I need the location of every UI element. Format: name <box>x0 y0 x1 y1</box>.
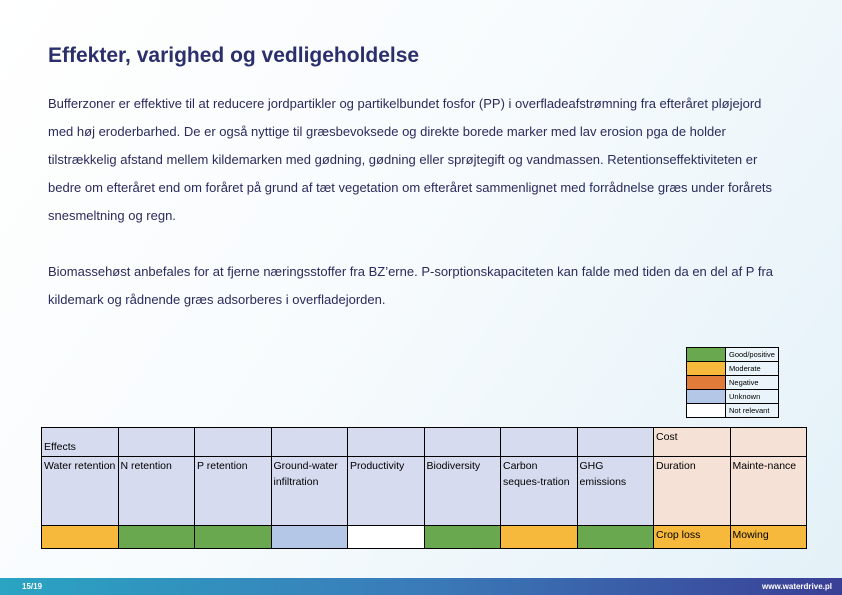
biomass-paragraph: Biomassehøst anbefales for at fjerne næringsstoffer fra BZ’erne. P-sorptionskapaciteten kan falde med tiden da en del af P fra kildemark og rådnende græs adsorberes i overfladejorden. <box>48 264 774 307</box>
legend-swatch <box>687 376 726 390</box>
rating-cell <box>424 526 501 549</box>
table-header-row <box>42 428 807 457</box>
legend-label: Unknown <box>726 390 779 404</box>
effects-header: Effects <box>42 428 119 457</box>
column-header: Mainte-nance <box>730 457 807 526</box>
cost-header: Cost <box>654 428 731 457</box>
table-cell <box>118 428 195 457</box>
column-header: Water retention <box>42 457 119 526</box>
effects-table <box>41 427 807 549</box>
legend-swatch <box>687 390 726 404</box>
rating-cell <box>271 526 348 549</box>
page-title: Effekter, varighed og vedligeholdelse <box>48 44 420 67</box>
rating-cell <box>42 526 119 549</box>
website-link[interactable]: www.waterdrive.pl <box>762 582 832 591</box>
column-header: Productivity <box>348 457 425 526</box>
maintenance-cell: Mowing <box>730 526 807 549</box>
rating-cell <box>118 526 195 549</box>
table-cell <box>348 428 425 457</box>
legend-label: Not relevant <box>726 404 779 418</box>
table-cell <box>271 428 348 457</box>
table-columns-row <box>42 457 807 526</box>
legend-swatch <box>687 362 726 376</box>
table-cell <box>501 428 578 457</box>
table-cell <box>424 428 501 457</box>
legend-row <box>687 376 779 390</box>
rating-cell <box>501 526 578 549</box>
footer-bar <box>0 578 842 595</box>
table-cell <box>730 428 807 457</box>
rating-cell <box>195 526 272 549</box>
table-cell <box>577 428 654 457</box>
table-cell <box>195 428 272 457</box>
column-header: Duration <box>654 457 731 526</box>
legend-row <box>687 404 779 418</box>
legend-row <box>687 362 779 376</box>
column-header: GHG emissions <box>577 457 654 526</box>
rating-cell <box>577 526 654 549</box>
legend-label: Negative <box>726 376 779 390</box>
rating-cell <box>348 526 425 549</box>
column-header: Biodiversity <box>424 457 501 526</box>
legend-swatch <box>687 404 726 418</box>
table-row <box>42 526 807 549</box>
color-legend <box>686 347 779 418</box>
column-header: Carbon seques-tration <box>501 457 578 526</box>
legend-swatch <box>687 348 726 362</box>
page-number: 15/19 <box>22 582 43 591</box>
legend-label: Moderate <box>726 362 779 376</box>
legend-row <box>687 390 779 404</box>
legend-label: Good/positive <box>726 348 779 362</box>
intro-paragraph: Bufferzoner er effektive til at reducere jordpartikler og partikelbundet fosfor (PP) i overfladeafstrømning fra efteråret pløjejord med høj eroderbarhed. De er også nyttige til græsbevoksede og direkte borede marker med lav erosion pga de holder tilstrækkelig afstand mellem kildemarken med gødning, gødning eller sprøjtegift og vandmassen. Retentionseffektiviteten er bedre om efteråret end om foråret på grund af tæt vegetation om efteråret sammenlignet med forrådnelse græs under forårets snesmeltning og regn. <box>48 96 773 223</box>
column-header: P retention <box>195 457 272 526</box>
column-header: Ground-water infiltration <box>271 457 348 526</box>
column-header: N retention <box>118 457 195 526</box>
duration-cell: Crop loss <box>654 526 731 549</box>
legend-row <box>687 348 779 362</box>
